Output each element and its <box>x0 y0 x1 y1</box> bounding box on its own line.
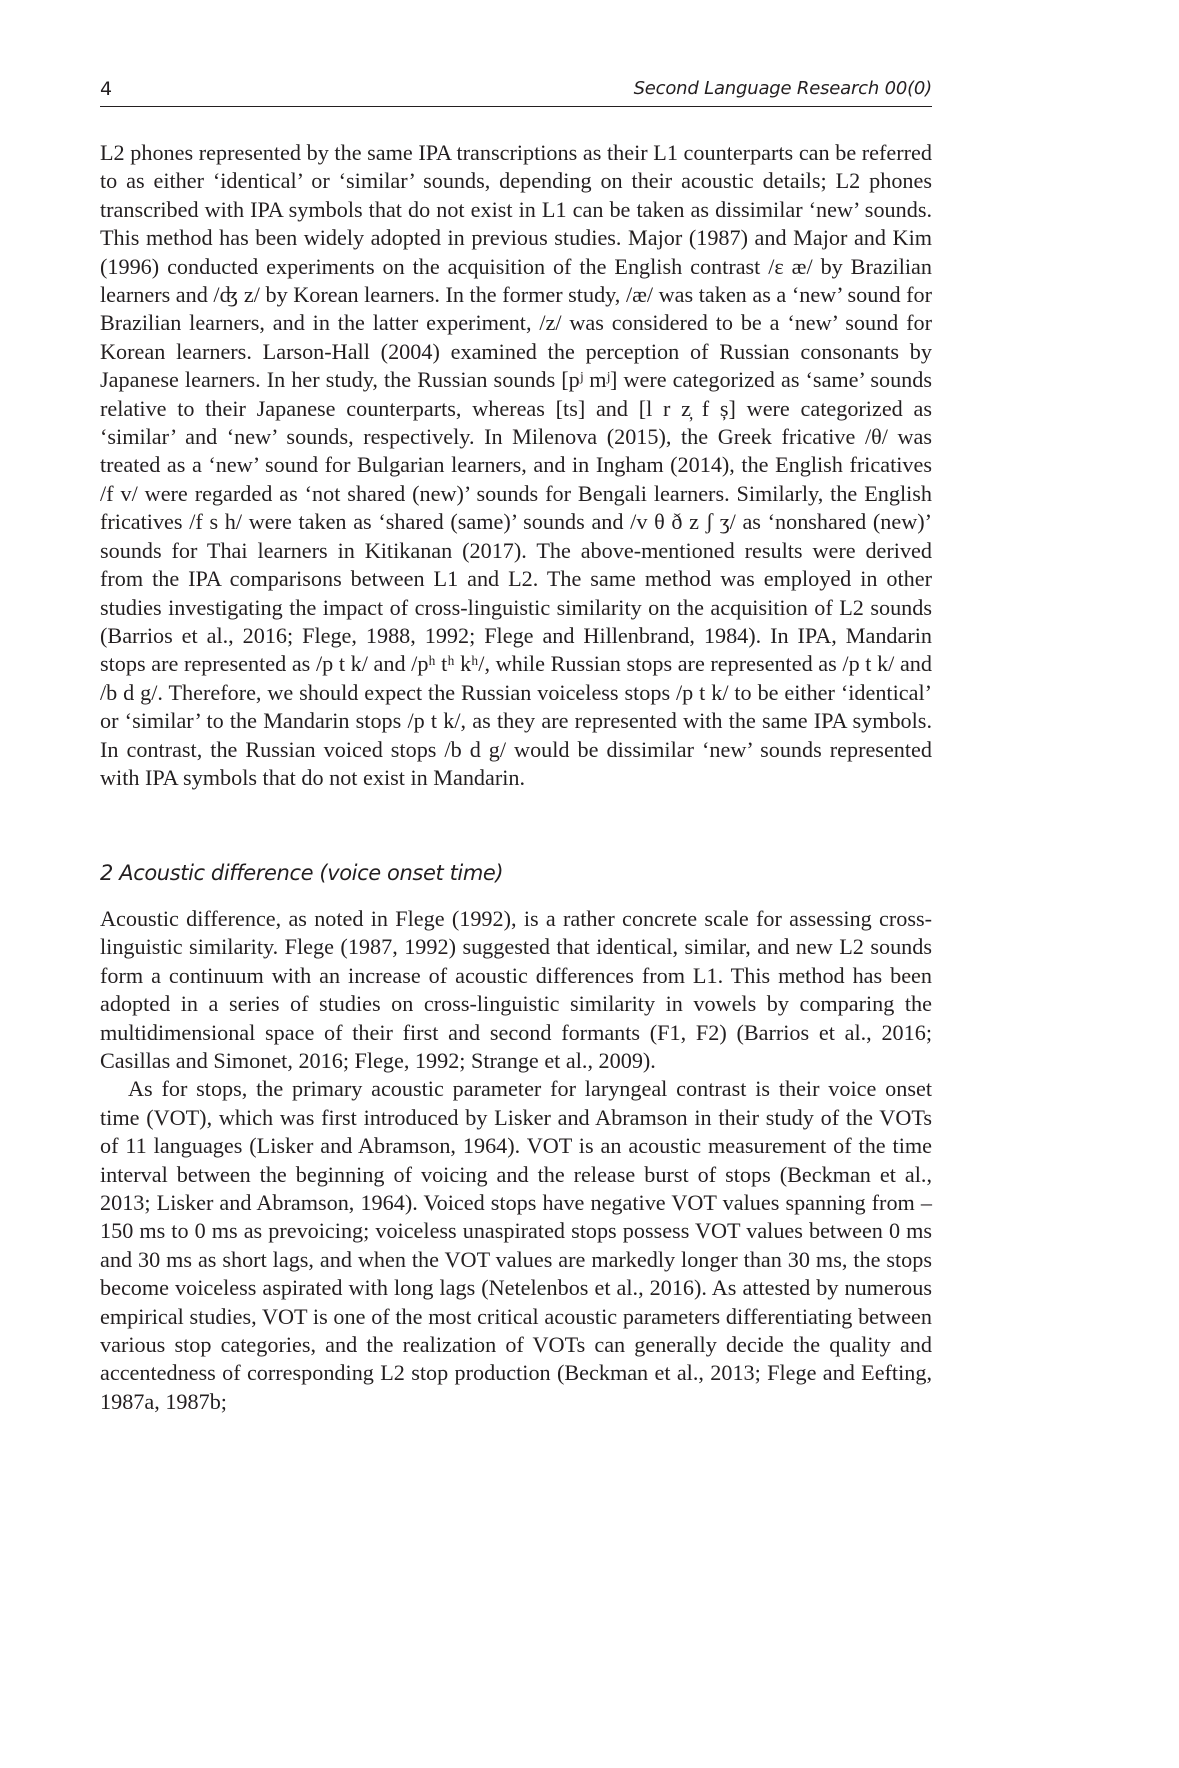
journal-title: Second Language Research 00(0) <box>633 78 932 99</box>
running-header <box>100 76 932 107</box>
paragraph-vot: As for stops, the primary acoustic parameter for laryngeal contrast is their voice onset time (VOT), which was first introduced by Lisker and Abramson in their study of the VOTs of 11 languages (Lisker and Abramson, 1964). VOT is an acoustic measurement of the time interval between the beginning of voicing and the release burst of stops (Beckman et al., 2013; Lisker and Abramson, 1964). Voiced stops have negative VOT values spanning from –150 ms to 0 ms as prevoicing; voiceless unaspirated stops possess VOT values between 0 ms and 30 ms as short lags, and when the VOT values are markedly longer than 30 ms, the stops become voiceless aspirated with long lags (Netelenbos et al., 2016). As attested by numerous empirical studies, VOT is one of the most critical acoustic parameters differentiating between various stop categories, and the realization of VOTs can generally decide the quality and accentedness of corresponding L2 stop production (Beckman et al., 2013; Flege and Eefting, 1987a, 1987b; <box>100 1076 932 1414</box>
page-number: 4 <box>100 78 113 100</box>
section-heading: 2 Acoustic difference (voice onset time) <box>100 861 504 885</box>
paragraph-acoustic-difference: Acoustic difference, as noted in Flege (1992), is a rather concrete scale for assessing cross-linguistic similarity. Flege (1987, 1992) suggested that identical, similar, and new L2 sounds form a continuum with an increase of acoustic differences from L1. This method has been adopted in a series of studies on cross-linguistic similarity in vowels by comparing the multidimensional space of their first and second formants (F1, F2) (Barrios et al., 2016; Casillas and Simonet, 2016; Flege, 1992; Strange et al., 2009). <box>100 906 932 1074</box>
paragraph-ipa-comparison: L2 phones represented by the same IPA transcriptions as their L1 counterparts can be referred to as either ‘identical’ or ‘similar’ sounds, depending on their acoustic details; L2 phones transcribed with IPA symbols that do not exist in L1 can be taken as dissimilar ‘new’ sounds. This method has been widely adopted in previous studies. Major (1987) and Major and Kim (1996) conducted experiments on the acquisition of the English contrast /ɛ æ/ by Brazilian learners and /ʤ z/ by Korean learners. In the former study, /æ/ was taken as a ‘new’ sound for Brazilian learners, and in the latter experiment, /z/ was considered to be a ‘new’ sound for Korean learners. Larson-Hall (2004) examined the perception of Russian consonants by Japanese learners. In her study, the Russian sounds [pʲ mʲ] were categorized as ‘same’ sounds relative to their Japanese counterparts, whereas [ts] and [l r z̦ f ș] were categorized as ‘similar’ and ‘new’ sounds, respectively. In Milenova (2015), the Greek fricative /θ/ was treated as a ‘new’ sound for Bulgarian learners, and in Ingham (2014), the English fricatives /f v/ were regarded as ‘not shared (new)’ sounds for Bengali learners. Similarly, the English fricatives /f s h/ were taken as ‘shared (same)’ sounds and /v θ ð z ʃ ʒ/ as ‘nonshared (new)’ sounds for Thai learners in Kitikanan (2017). The above-mentioned results were derived from the IPA comparisons between L1 and L2. The same method was employed in other studies investigating the impact of cross-linguistic similarity on the acquisition of L2 sounds (Barrios et al., 2016; Flege, 1988, 1992; Flege and Hillenbrand, 1984). In IPA, Mandarin stops are represented as /p t k/ and /pʰ tʰ kʰ/, while Russian stops are represented as /p t k/ and /b d g/. Therefore, we should expect the Russian voiceless stops /p t k/ to be either ‘identical’ or ‘similar’ to the Mandarin stops /p t k/, as they are represented with the same IPA symbols. In contrast, the Russian voiced stops /b d g/ would be dissimilar ‘new’ sounds represented with IPA symbols that do not exist in Mandarin. <box>100 140 932 790</box>
